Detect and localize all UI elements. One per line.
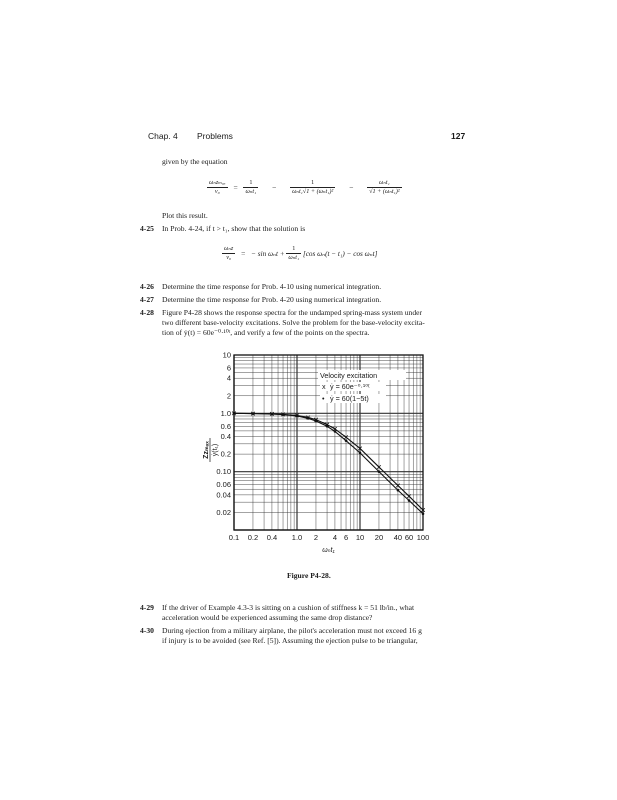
eq1-t2-num: 1 bbox=[290, 179, 335, 188]
legend-label: ẏ = 60e⁻⁰·¹⁰ᵗ bbox=[330, 382, 370, 391]
x-tick-label: 60 bbox=[404, 533, 414, 542]
x-tick-label: 0.4 bbox=[266, 533, 278, 542]
y-tick-label: 0.06 bbox=[216, 480, 231, 490]
problem-number-4-30: 4-30 bbox=[140, 626, 154, 635]
x-tick-label: 1.0 bbox=[291, 533, 303, 542]
x-tick-label: 40 bbox=[393, 533, 403, 542]
plot-instruction: Plot this result. bbox=[162, 211, 208, 220]
data-point-dot-marker bbox=[296, 415, 299, 418]
eq1-lhs-num: ωₙzₘₐₓ bbox=[209, 179, 226, 186]
y-tick-label: 0.4 bbox=[220, 432, 231, 442]
x-tick-label: 10 bbox=[355, 533, 365, 542]
problem-number-4-29: 4-29 bbox=[140, 603, 154, 612]
x-tick-labels bbox=[229, 533, 429, 542]
problem-number-4-27: 4-27 bbox=[140, 295, 154, 304]
series-line-2 bbox=[234, 413, 423, 513]
intro-text: given by the equation bbox=[162, 157, 228, 166]
y-tick-label: 6 bbox=[226, 363, 231, 373]
chart-frame bbox=[234, 355, 423, 530]
eq1-lhs-den: v₀ bbox=[214, 188, 220, 195]
eq2-lhs-den: v₀ bbox=[226, 254, 232, 261]
y-tick-labels bbox=[216, 351, 231, 517]
x-tick-label: 0.1 bbox=[228, 533, 240, 542]
eq2-equals: = bbox=[241, 249, 246, 258]
data-point-dot-marker bbox=[397, 489, 400, 492]
data-point-dot-marker bbox=[315, 420, 318, 423]
figure-caption: Figure P4-28. bbox=[287, 571, 331, 580]
y-axis-label bbox=[203, 438, 219, 462]
x-tick-label: 0.2 bbox=[247, 533, 259, 542]
y-tick-label: 10 bbox=[222, 350, 231, 360]
data-point-dot-marker bbox=[252, 412, 255, 415]
problem-4-29-line-1: If the driver of Example 4.3-3 is sitting on a cushion of stiffness k = 51 lb/in., what bbox=[162, 603, 415, 612]
chart-series bbox=[232, 412, 425, 516]
legend-label: ẏ = 60(1−5t) bbox=[330, 394, 369, 403]
eq1-minus-2: − bbox=[349, 183, 354, 192]
data-point-dot-marker bbox=[233, 412, 236, 415]
eq1-t3-num: ωₙt₁ bbox=[367, 179, 401, 188]
problem-4-30-line-1: During ejection from a military airplane, the pilot's acceleration must not exceed 16 g bbox=[162, 626, 422, 635]
problem-number-4-26: 4-26 bbox=[140, 282, 154, 291]
y-tick-label: 1.0 bbox=[220, 408, 231, 418]
eq1-minus-1: − bbox=[272, 183, 277, 192]
eq1-t1-den: ωₙt₁ bbox=[245, 188, 257, 195]
y-tick-label: 4 bbox=[226, 373, 231, 383]
eq2-term1: − sin ωₙt + bbox=[251, 250, 285, 258]
data-point-dot-marker bbox=[282, 413, 285, 416]
data-point-dot-marker bbox=[307, 417, 310, 420]
eq1-t2-den: ωₙt₁√1 + (ωₙt₁)² bbox=[292, 188, 334, 195]
y-tick-label: 0.02 bbox=[216, 507, 231, 517]
problem-4-25-text: In Prob. 4-24, if t > t₁, show that the solution is bbox=[162, 224, 306, 233]
problem-4-28-line-3: tion of ẏ(t) = 60e⁻⁰·¹⁰ᵗ, and verify a few of the points on the spectra. bbox=[162, 328, 370, 337]
problem-4-30-line-2: if injury is to be avoided (see Ref. [5]). Assuming the ejection pulse to be triangular, bbox=[162, 636, 418, 645]
data-point-dot-marker bbox=[359, 452, 362, 455]
y-axis-label-num: Zzₘₐₓ bbox=[203, 441, 210, 459]
x-tick-label: 100 bbox=[416, 533, 430, 542]
y-tick-label: 2 bbox=[226, 391, 231, 401]
problem-4-28-line-1: Figure P4-28 shows the response spectra for the undamped spring-mass system under bbox=[162, 308, 423, 317]
eq2-frac-den: ωₙt₁ bbox=[288, 254, 300, 261]
legend-marker: x bbox=[322, 382, 326, 391]
data-point-dot-marker bbox=[334, 430, 337, 433]
x-tick-label: 20 bbox=[374, 533, 384, 542]
eq1-t3-den: √1 + (ωₙt₁)² bbox=[369, 188, 400, 195]
y-tick-label: 0.10 bbox=[216, 467, 231, 477]
running-header-chapter: Chap. 4 bbox=[148, 131, 178, 141]
problem-number-4-28: 4-28 bbox=[140, 308, 154, 317]
data-point-dot-marker bbox=[422, 512, 425, 515]
x-tick-label: 4 bbox=[332, 533, 338, 542]
legend-title: Velocity excitation bbox=[320, 371, 378, 380]
x-tick-label: 6 bbox=[343, 533, 349, 542]
y-axis-label-den: ẏ(t₁) bbox=[212, 443, 219, 457]
x-axis-label: ωₙt₁ bbox=[322, 547, 335, 554]
data-point-dot-marker bbox=[378, 470, 381, 473]
problem-4-26-text: Determine the time response for Prob. 4-10 using numerical integration. bbox=[162, 282, 382, 291]
page-number: 127 bbox=[451, 131, 466, 141]
eq2-lhs-num: ωₙz bbox=[224, 245, 234, 252]
plot-border bbox=[234, 355, 423, 530]
eq1-t1-num: 1 bbox=[243, 179, 258, 188]
data-point-dot-marker bbox=[408, 499, 411, 502]
eq2-frac-num: 1 bbox=[286, 245, 301, 254]
running-header-section: Problems bbox=[197, 131, 233, 141]
eq1-equals: = bbox=[233, 183, 238, 192]
data-point-dot-marker bbox=[345, 439, 348, 442]
chart-grid bbox=[234, 355, 423, 530]
y-tick-label: 0.2 bbox=[220, 449, 231, 459]
problem-4-27-text: Determine the time response for Prob. 4-20 using numerical integration. bbox=[162, 295, 382, 304]
y-tick-label: 0.6 bbox=[220, 421, 231, 431]
problem-4-29-line-2: acceleration would be experienced assuming the same drop distance? bbox=[162, 613, 373, 622]
data-point-dot-marker bbox=[326, 425, 329, 428]
chart-legend bbox=[318, 370, 406, 403]
y-tick-label: 0.04 bbox=[216, 490, 231, 500]
problem-number-4-25: 4-25 bbox=[140, 224, 154, 233]
legend-marker: • bbox=[322, 394, 325, 403]
data-point-dot-marker bbox=[271, 413, 274, 416]
x-tick-label: 2 bbox=[313, 533, 319, 542]
eq2-bracket: [cos ωₙ(t − t₁) − cos ωₙt] bbox=[302, 250, 378, 258]
problem-4-28-line-2: two different base-velocity excitations. Solve the problem for the base-velocity excita- bbox=[162, 318, 425, 327]
